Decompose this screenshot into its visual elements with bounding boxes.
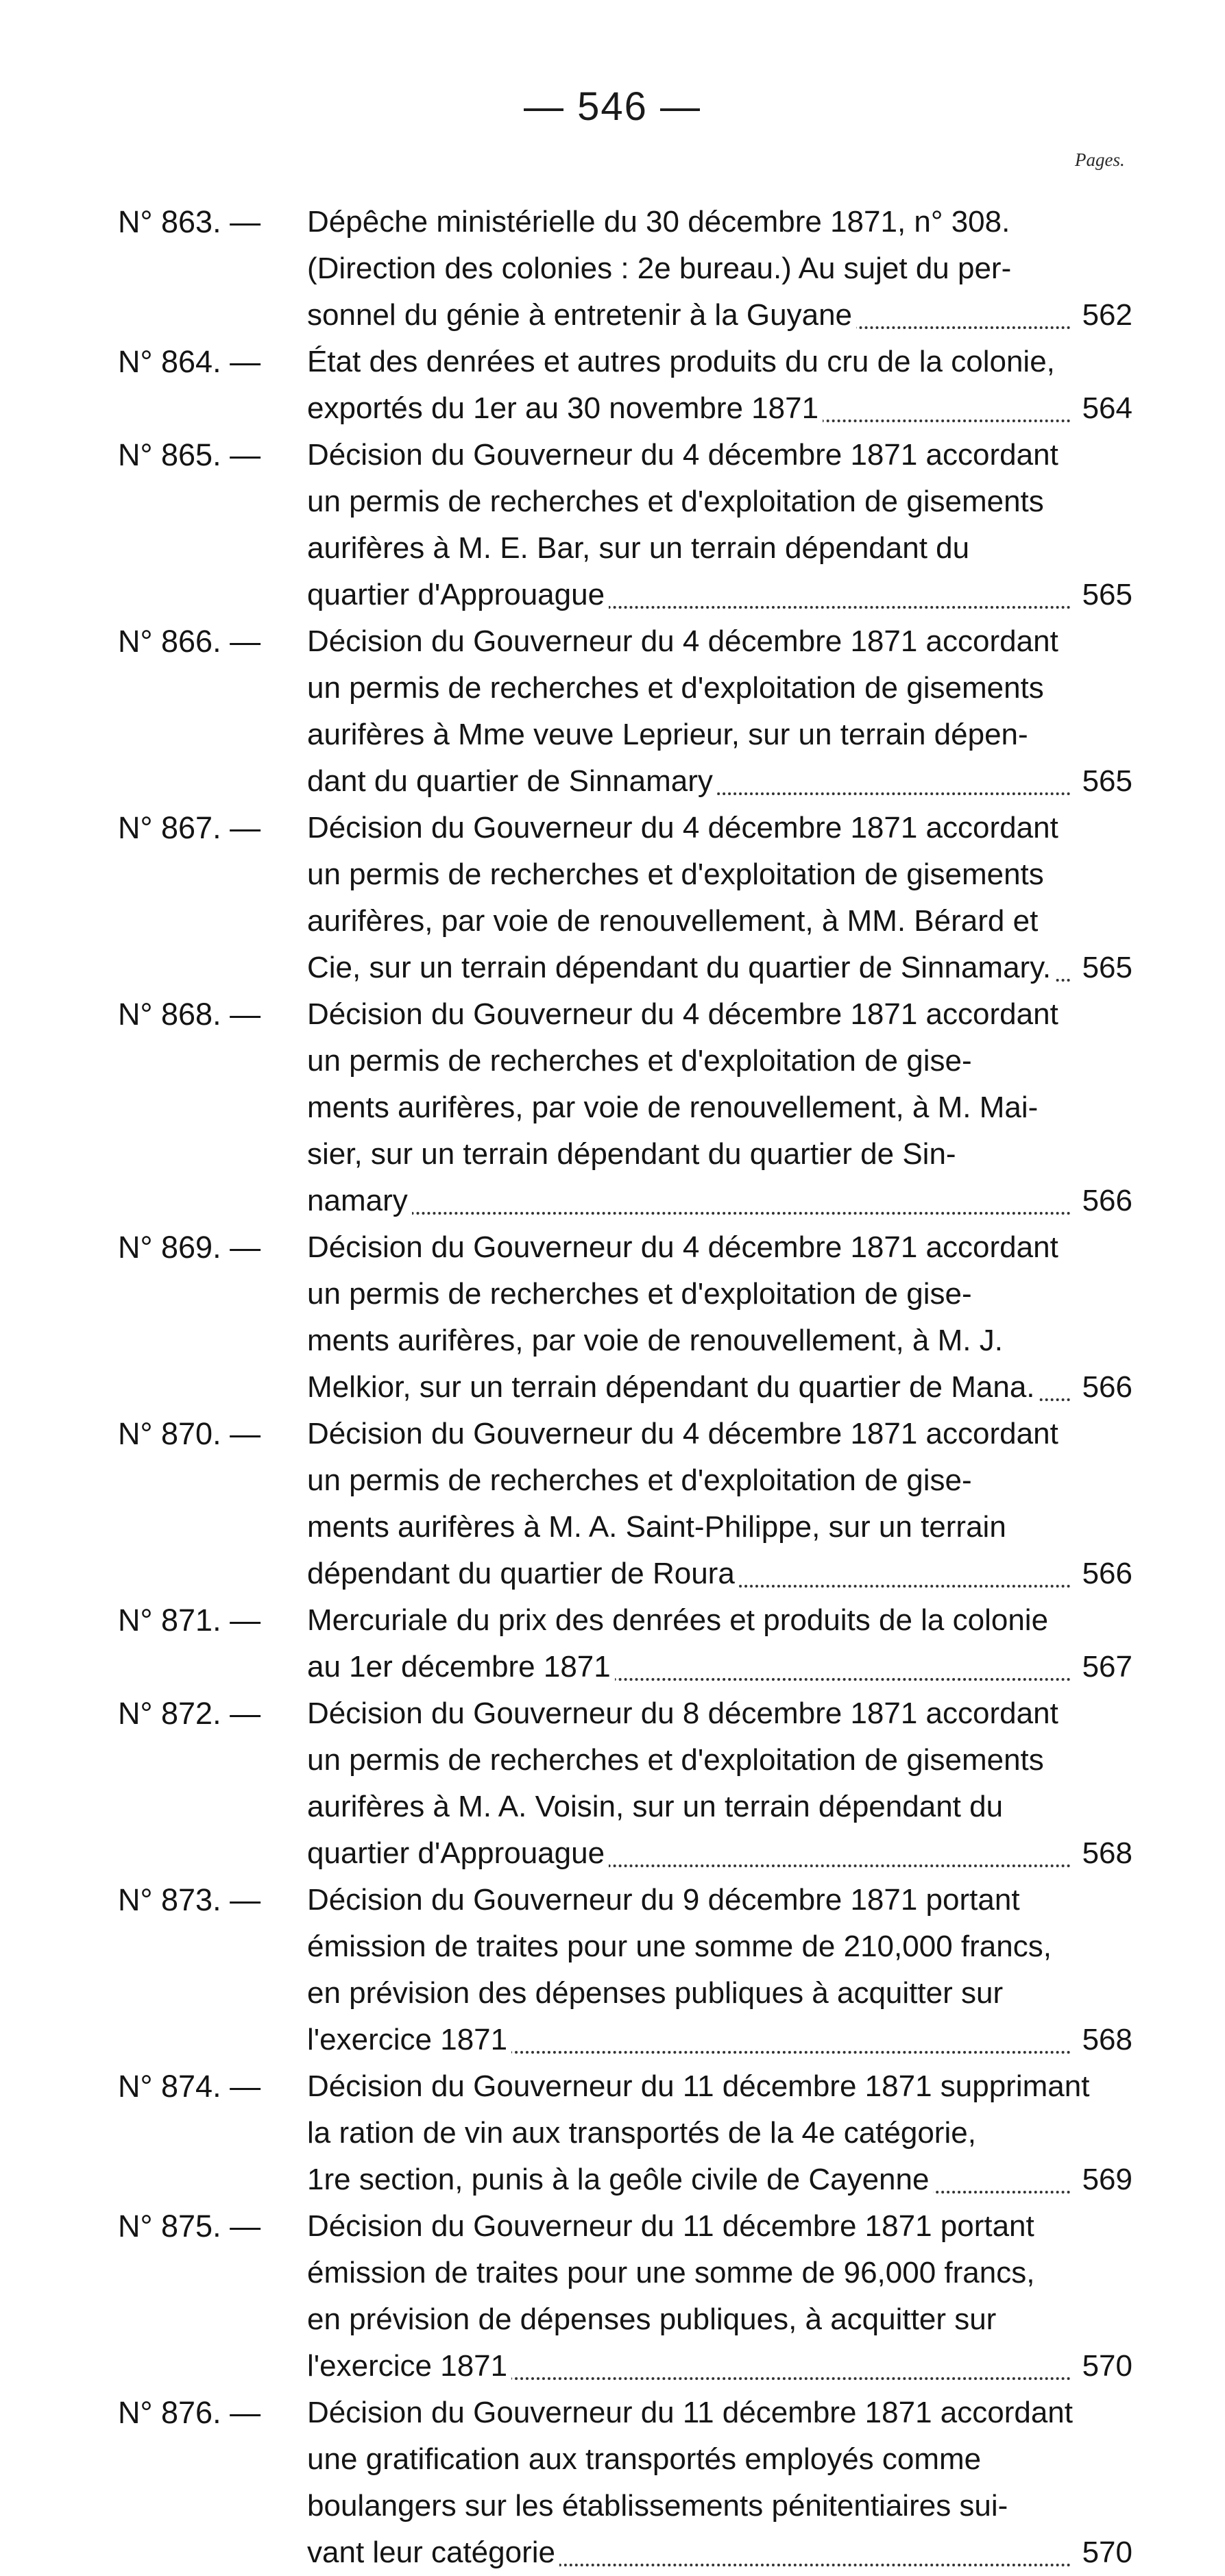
entry-line: [307, 712, 1132, 758]
entry-line: [307, 478, 1132, 525]
entry-text: émission de traites pour une somme de 96,000 francs,: [307, 2256, 1039, 2289]
entry-text: namary: [307, 1184, 412, 1217]
entry-line-last: [307, 2156, 1132, 2203]
toc-entry: [118, 1597, 1132, 1690]
entry-page-number: 569: [1077, 2156, 1132, 2203]
entry-text: en prévision des dépenses publiques à acquitter sur: [307, 1976, 1007, 2010]
toc-entry: [118, 805, 1132, 991]
entry-number: N° 866. —: [118, 624, 261, 659]
entry-line: [307, 1224, 1132, 1271]
entry-line-last: [307, 1551, 1132, 1597]
entry-number: N° 876. —: [118, 2395, 261, 2430]
entry-page-number: 562: [1077, 292, 1132, 339]
entry-text: ments aurifères, par voie de renouvellement, à M. Mai-: [307, 1091, 1042, 1124]
page-number: — 546 —: [524, 84, 701, 129]
entry-text: ments aurifères à M. A. Saint-Philippe, sur un terrain: [307, 1510, 1010, 1544]
entry-line-last: [307, 1178, 1132, 1224]
entry-text: Décision du Gouverneur du 9 décembre 1871 portant: [307, 1883, 1024, 1917]
entry-line: [307, 1457, 1132, 1504]
pages-column-label: Pages.: [1075, 149, 1125, 170]
entry-line: [307, 1690, 1132, 1737]
entry-text: Mercuriale du prix des denrées et produits de la colonie: [307, 1603, 1052, 1637]
entry-line: [307, 2436, 1132, 2483]
entry-line: [307, 1877, 1132, 1923]
entry-number: N° 865. —: [118, 437, 261, 472]
entry-text: un permis de recherches et d'exploitation de gise-: [307, 1277, 976, 1311]
entry-text: ments aurifères, par voie de renouvellement, à M. J.: [307, 1324, 1007, 1357]
entry-text: Dépêche ministérielle du 30 décembre 1871, n° 308.: [307, 205, 1014, 239]
entry-text: Décision du Gouverneur du 4 décembre 1871 accordant: [307, 1417, 1063, 1450]
entry-line: [307, 2063, 1132, 2110]
toc-entry: [118, 1690, 1132, 1877]
entry-line: [307, 991, 1132, 1038]
entry-number: N° 869. —: [118, 1230, 261, 1265]
toc-entry: [118, 339, 1132, 432]
entry-line: [307, 2203, 1132, 2250]
entry-line: [307, 1317, 1132, 1364]
entry-number: N° 874. —: [118, 2069, 261, 2104]
toc-entry: [118, 1877, 1132, 2063]
entry-page-number: 568: [1077, 2017, 1132, 2063]
entry-line: [307, 199, 1132, 245]
entry-text: aurifères à Mme veuve Leprieur, sur un terrain dépen-: [307, 718, 1032, 751]
entry-line-last: [307, 1644, 1132, 1690]
entry-text: Melkior, sur un terrain dépendant du quartier de Mana.: [307, 1370, 1039, 1404]
entry-text: aurifères à M. A. Voisin, sur un terrain dépendant du: [307, 1790, 1007, 1823]
entry-line: [307, 1597, 1132, 1644]
entry-line: [307, 1271, 1132, 1317]
entry-page-number: 564: [1077, 385, 1132, 432]
entry-line: [307, 898, 1132, 945]
entry-text: un permis de recherches et d'exploitation de gise-: [307, 1044, 976, 1078]
entry-text: un permis de recherches et d'exploitation de gise-: [307, 1463, 976, 1497]
entry-text: Décision du Gouverneur du 4 décembre 1871 accordant: [307, 1230, 1063, 1264]
entry-text: l'exercice 1871: [307, 2349, 511, 2383]
entry-text: sier, sur un terrain dépendant du quartier de Sin-: [307, 1137, 960, 1171]
entry-text: État des denrées et autres produits du cru de la colonie,: [307, 345, 1059, 378]
entry-line: [307, 665, 1132, 712]
entry-text: un permis de recherches et d'exploitation de gisements: [307, 671, 1048, 705]
entry-line-last: [307, 2017, 1132, 2063]
entry-page-number: 570: [1077, 2343, 1132, 2390]
entry-line-last: [307, 758, 1132, 805]
entry-line: [307, 2296, 1132, 2343]
entry-line: [307, 1084, 1132, 1131]
entry-number: N° 868. —: [118, 997, 261, 1032]
entry-page-number: 565: [1077, 758, 1132, 805]
entry-number: N° 871. —: [118, 1603, 261, 1638]
entry-page-number: 566: [1077, 1551, 1132, 1597]
entry-line: [307, 1970, 1132, 2017]
entry-text: Décision du Gouverneur du 4 décembre 1871 accordant: [307, 811, 1063, 845]
entry-line-last: [307, 2529, 1132, 2576]
entry-text: vant leur catégorie: [307, 2536, 559, 2569]
entry-page-number: 568: [1077, 1830, 1132, 1877]
toc-entry: [118, 1224, 1132, 1411]
entry-page-number: 566: [1077, 1178, 1132, 1224]
entry-page-number: 567: [1077, 1644, 1132, 1690]
entry-text: en prévision de dépenses publiques, à acquitter sur: [307, 2302, 1000, 2336]
entry-line: [307, 618, 1132, 665]
entry-line: [307, 1038, 1132, 1084]
entry-line: [307, 2483, 1132, 2529]
entry-text: aurifères à M. E. Bar, sur un terrain dépendant du: [307, 531, 973, 565]
entry-line: [307, 1737, 1132, 1784]
entry-line: [307, 525, 1132, 572]
entry-text: émission de traites pour une somme de 210,000 francs,: [307, 1930, 1056, 1963]
entry-page-number: 570: [1077, 2529, 1132, 2576]
entry-text: un permis de recherches et d'exploitation de gisements: [307, 1743, 1048, 1777]
entry-line-last: [307, 945, 1132, 991]
entry-line-last: [307, 572, 1132, 618]
toc-entry: [118, 2203, 1132, 2390]
entry-line-last: [307, 1364, 1132, 1411]
entry-line: [307, 1784, 1132, 1830]
entry-text: Décision du Gouverneur du 4 décembre 1871 accordant: [307, 438, 1063, 472]
entry-text: la ration de vin aux transportés de la 4e catégorie,: [307, 2116, 980, 2150]
entry-page-number: 565: [1077, 945, 1132, 991]
dot-leader: [307, 1212, 1071, 1215]
toc-entry: [118, 2390, 1132, 2576]
entry-text: quartier d'Approuague: [307, 578, 609, 611]
entry-text: Décision du Gouverneur du 4 décembre 1871 accordant: [307, 997, 1063, 1031]
entry-page-number: 565: [1077, 572, 1132, 618]
entry-text: aurifères, par voie de renouvellement, à MM. Bérard et: [307, 904, 1042, 938]
entry-text: l'exercice 1871: [307, 2023, 511, 2056]
entry-number: N° 867. —: [118, 810, 261, 845]
entry-text: dant du quartier de Sinnamary: [307, 764, 717, 798]
entry-number: N° 870. —: [118, 1416, 261, 1451]
entry-page-number: 566: [1077, 1364, 1132, 1411]
entry-line: [307, 2110, 1132, 2156]
entry-line: [307, 851, 1132, 898]
entry-line-last: [307, 1830, 1132, 1877]
entry-line-last: [307, 385, 1132, 432]
entry-line-last: [307, 2343, 1132, 2390]
entry-text: Cie, sur un terrain dépendant du quartier de Sinnamary.: [307, 951, 1055, 984]
toc-entry: [118, 991, 1132, 1224]
entry-text: sonnel du génie à entretenir à la Guyane: [307, 298, 856, 332]
entry-line: [307, 432, 1132, 478]
entry-line: [307, 245, 1132, 292]
entry-text: un permis de recherches et d'exploitation de gisements: [307, 485, 1048, 518]
entry-number: N° 873. —: [118, 1882, 261, 1917]
entry-text: une gratification aux transportés employés comme: [307, 2442, 985, 2476]
entry-line: [307, 1504, 1132, 1551]
entry-number: N° 872. —: [118, 1696, 261, 1731]
entry-text: (Direction des colonies : 2e bureau.) Au sujet du per-: [307, 252, 1015, 285]
entry-text: au 1er décembre 1871: [307, 1650, 615, 1684]
entry-text: exportés du 1er au 30 novembre 1871: [307, 391, 823, 425]
entry-line-last: [307, 292, 1132, 339]
toc-entry: [118, 2063, 1132, 2203]
entry-text: Décision du Gouverneur du 11 décembre 1871 portant: [307, 2209, 1039, 2243]
toc-entry: [118, 618, 1132, 805]
entry-line: [307, 2250, 1132, 2296]
entry-line: [307, 1411, 1132, 1457]
entry-text: un permis de recherches et d'exploitation de gisements: [307, 858, 1048, 891]
entry-number: N° 864. —: [118, 344, 261, 379]
entry-text: Décision du Gouverneur du 4 décembre 1871 accordant: [307, 624, 1063, 658]
entry-text: dépendant du quartier de Roura: [307, 1557, 739, 1590]
entry-text: boulangers sur les établissements pénitentiaires sui-: [307, 2489, 1012, 2523]
entry-text: Décision du Gouverneur du 8 décembre 1871 accordant: [307, 1697, 1063, 1730]
entry-text: Décision du Gouverneur du 11 décembre 1871 supprimant: [307, 2069, 1093, 2103]
table-of-contents: [118, 199, 1132, 2576]
entry-line: [307, 2390, 1132, 2436]
entry-number: N° 863. —: [118, 204, 261, 239]
entry-line: [307, 805, 1132, 851]
toc-entry: [118, 432, 1132, 618]
entry-number: N° 875. —: [118, 2209, 261, 2244]
entry-text: 1re section, punis à la geôle civile de Cayenne: [307, 2163, 933, 2196]
entry-line: [307, 339, 1132, 385]
entry-text: quartier d'Approuague: [307, 1836, 609, 1870]
entry-text: Décision du Gouverneur du 11 décembre 1871 accordant: [307, 2396, 1077, 2429]
entry-line: [307, 1131, 1132, 1178]
toc-entry: [118, 199, 1132, 339]
toc-entry: [118, 1411, 1132, 1597]
entry-line: [307, 1923, 1132, 1970]
